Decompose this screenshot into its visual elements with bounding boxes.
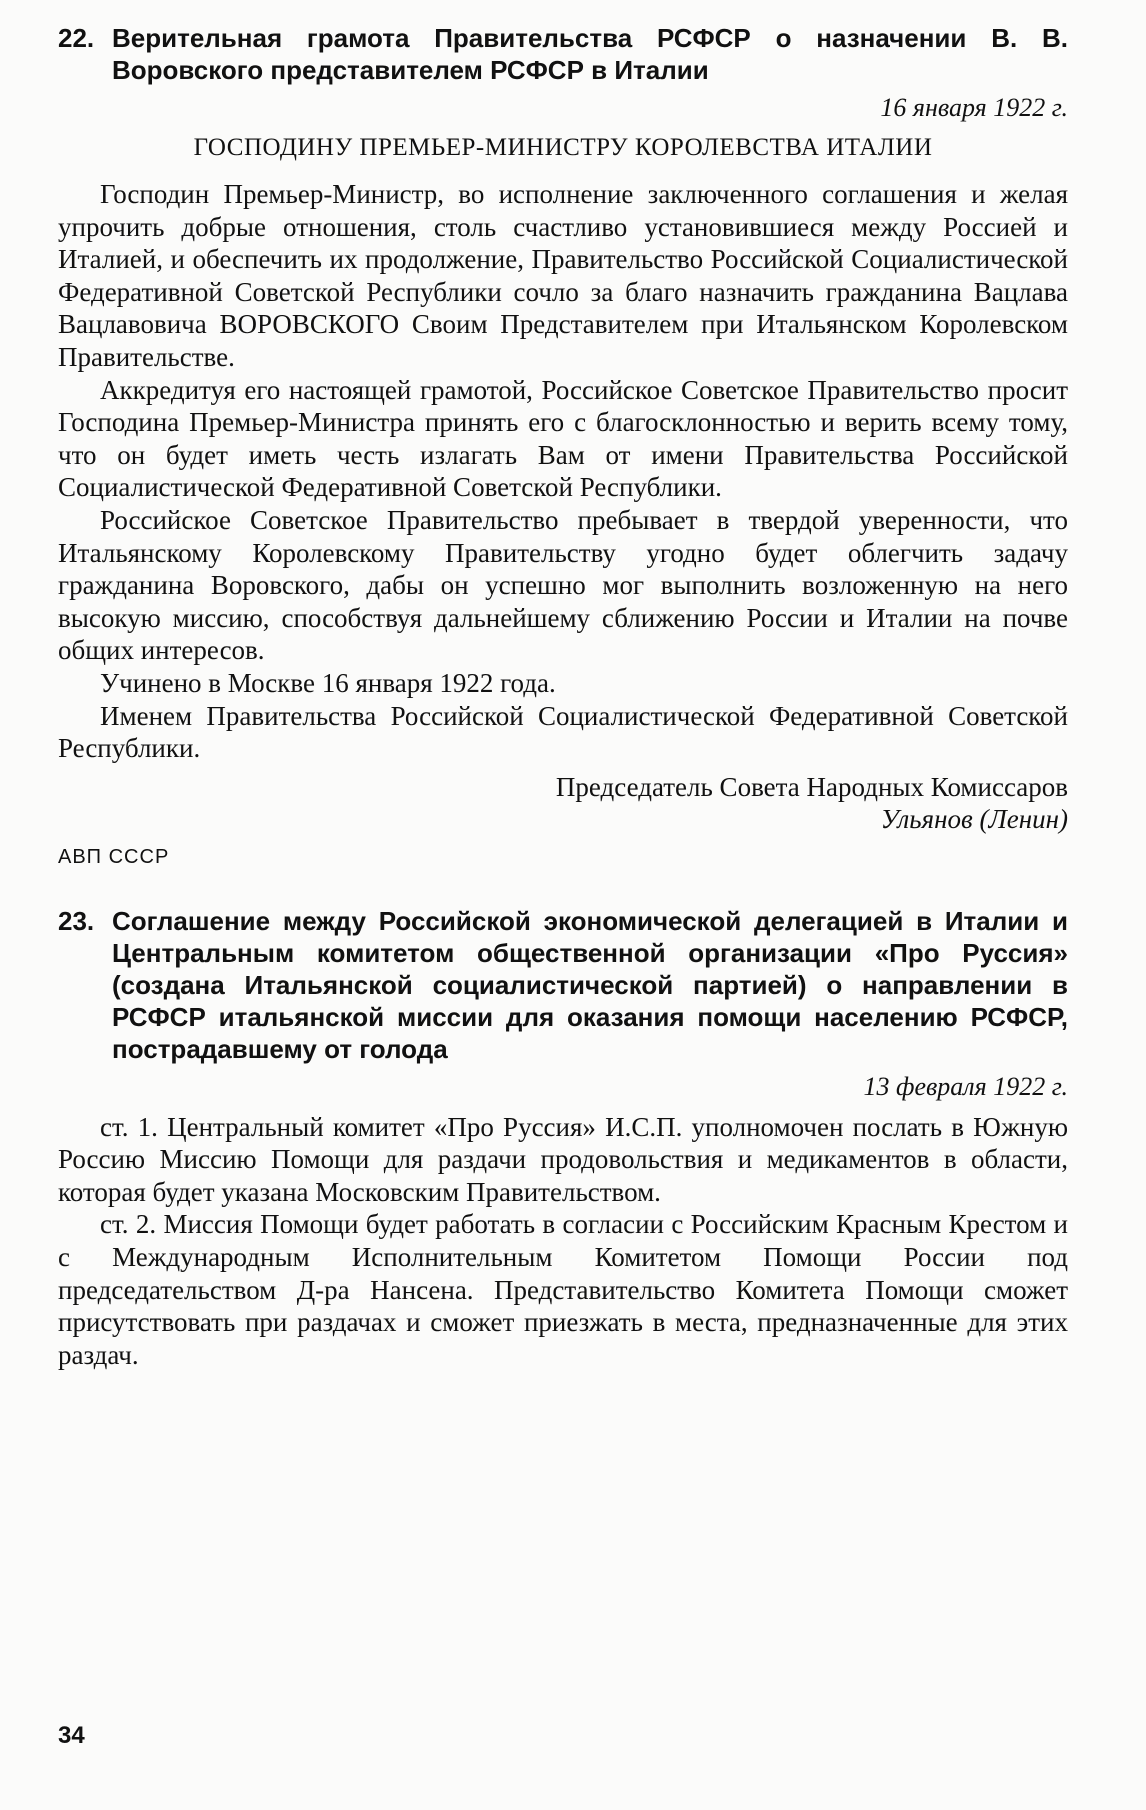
doc22-paragraph-2: Аккредитуя его настоящей грамотой, Российское Советское Правительство просит Господина Премьер-Министра принять его с благосклонностью и верить всему тому, что он будет иметь честь излагать Вам от имени Правительства Российской Социалистической Федеративной Советской Республики. — [58, 374, 1068, 503]
doc23-article-1: ст. 1. Центральный комитет «Про Руссия» И.С.П. уполномочен послать в Южную Россию Миссию Помощи для раздачи продовольствия и медикаментов в области, которая будет указана Московским Правительством. — [58, 1111, 1068, 1207]
doc22-signer-title: Председатель Совета Народных Комиссаров — [555, 771, 1068, 802]
doc23-heading — [58, 905, 1068, 1065]
doc22-paragraph-1: Господин Премьер-Министр, во исполнение заключенного соглашения и желая упрочить добрые отношения, столь счастливо установившиеся между Россией и Италией, и обеспечить их продолжение, Правительство Российской Социалистической Федеративной Советской Республики сочло за благо назначить гражданина Вацлава Вацлавовича ВОРОВСКОГО Своим Представителем при Итальянском Королевском Правительстве. — [58, 179, 1068, 372]
doc22-heading — [58, 22, 1068, 86]
document-22 — [58, 22, 1068, 869]
doc22-number: 22. — [58, 23, 95, 53]
doc22-paragraph-5: Именем Правительства Российской Социалистической Федеративной Советской Республики. — [58, 700, 1068, 764]
doc23-article-2: ст. 2. Миссия Помощи будет работать в согласии с Российским Красным Крестом и с Международным Исполнительным Комитетом Помощи России под председательством Д-ра Нансена. Представительство Комитета Помощи сможет присутствовать при раздачах и сможет приезжать в места, предназначенные для этих раздач. — [58, 1209, 1068, 1370]
page-content — [58, 22, 1068, 1371]
doc22-title: Верительная грамота Правительства РСФСР о назначении В. В. Воровского представителем РСФСР в Италии — [112, 23, 1068, 85]
doc22-archive-source: АВП СССР — [58, 845, 170, 868]
doc22-paragraph-3: Российское Советское Правительство пребывает в твердой уверенности, что Итальянскому Королевскому Правительству угодно будет облегчить задачу гражданина Воровского, дабы он успешно мог выполнить возложенную на него высокую миссию, способствуя дальнейшему сближению России и Италии на почве общих интересов. — [58, 504, 1068, 666]
document-23 — [58, 905, 1068, 1372]
section-divider — [58, 869, 1068, 905]
page-number: 34 — [58, 1722, 85, 1749]
doc22-paragraph-4: Учинено в Москве 16 января 1922 года. — [100, 667, 556, 698]
doc23-date: 13 февраля 1922 г. — [863, 1071, 1068, 1101]
doc22-date: 16 января 1922 г. — [880, 93, 1068, 122]
doc22-address: ГОСПОДИНУ ПРЕМЬЕР-МИНИСТРУ КОРОЛЕВСТВА ИТАЛИИ — [193, 134, 933, 161]
doc23-number: 23. — [58, 905, 95, 936]
doc22-signer-name: Ульянов (Ленин) — [880, 803, 1068, 834]
doc23-title: Соглашение между Российской экономической делегацией в Италии и Центральным комитетом общественной организации «Про Руссия» (создана Итальянской социалистической партией) о направлении в РСФСР итальянской миссии для оказания помощи населению РСФСР, пострадавшему от голода — [112, 905, 1068, 1064]
